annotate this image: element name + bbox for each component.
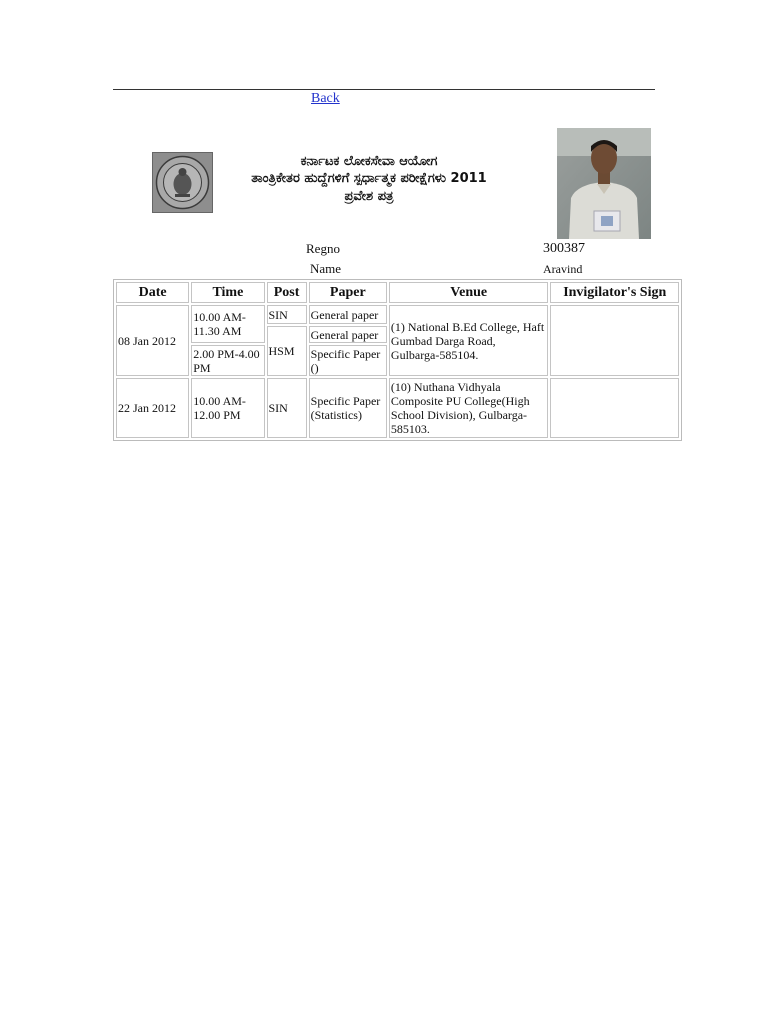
paper-cell: Specific Paper (Statistics)	[309, 378, 387, 438]
paper-cell: Specific Paper ()	[309, 345, 387, 376]
emblem-seal-icon	[152, 152, 213, 213]
table-row	[116, 378, 679, 438]
banner-line-3: ಪ್ರವೇಶ ಪತ್ರ	[344, 189, 394, 204]
header-paper: Paper	[309, 282, 387, 303]
time-cell: 10.00 AM-12.00 PM	[191, 378, 264, 438]
time-cell: 2.00 PM-4.00 PM	[191, 345, 264, 376]
post-cell: SIN	[267, 305, 307, 324]
table-row	[116, 305, 679, 324]
header-time: Time	[191, 282, 264, 303]
back-link[interactable]: Back	[311, 91, 340, 106]
invigilator-sign-cell	[550, 305, 679, 376]
date-cell: 22 Jan 2012	[116, 378, 189, 438]
table-header-row	[116, 282, 679, 303]
regno-value: 300387	[543, 241, 585, 256]
header-date: Date	[116, 282, 189, 303]
banner-line-2: ತಾಂತ್ರಿಕೇತರ ಹುದ್ದೆಗಳಿಗೆ ಸ್ಪರ್ಧಾತ್ಮಕ ಪರೀಕ್ಷೆಗಳು 2011	[251, 171, 487, 186]
venue-cell: (1) National B.Ed College, Haft Gumbad Darga Road, Gulbarga-585104.	[389, 305, 549, 376]
post-cell: HSM	[267, 326, 307, 376]
regno-label: Regno	[306, 241, 340, 256]
post-cell: SIN	[267, 378, 307, 438]
candidate-photo	[557, 128, 651, 239]
time-cell: 10.00 AM-11.30 AM	[191, 305, 264, 343]
paper-cell: General paper	[309, 305, 387, 324]
admit-card-banner	[214, 153, 524, 205]
name-value: Aravind	[543, 262, 583, 276]
paper-cell: General paper	[309, 326, 387, 343]
name-label: Name	[310, 261, 342, 276]
top-divider	[113, 89, 655, 90]
exam-schedule-table	[113, 279, 682, 441]
venue-cell: (10) Nuthana Vidhyala Composite PU College(High School Division), Gulbarga-585103.	[389, 378, 549, 438]
header-venue: Venue	[389, 282, 549, 303]
header-invigilator-sign: Invigilator's Sign	[550, 282, 679, 303]
date-cell: 08 Jan 2012	[116, 305, 189, 376]
invigilator-sign-cell	[550, 378, 679, 438]
banner-line-1: ಕರ್ನಾಟಕ ಲೋಕಸೇವಾ ಆಯೋಗ	[300, 154, 438, 169]
header-post: Post	[267, 282, 307, 303]
